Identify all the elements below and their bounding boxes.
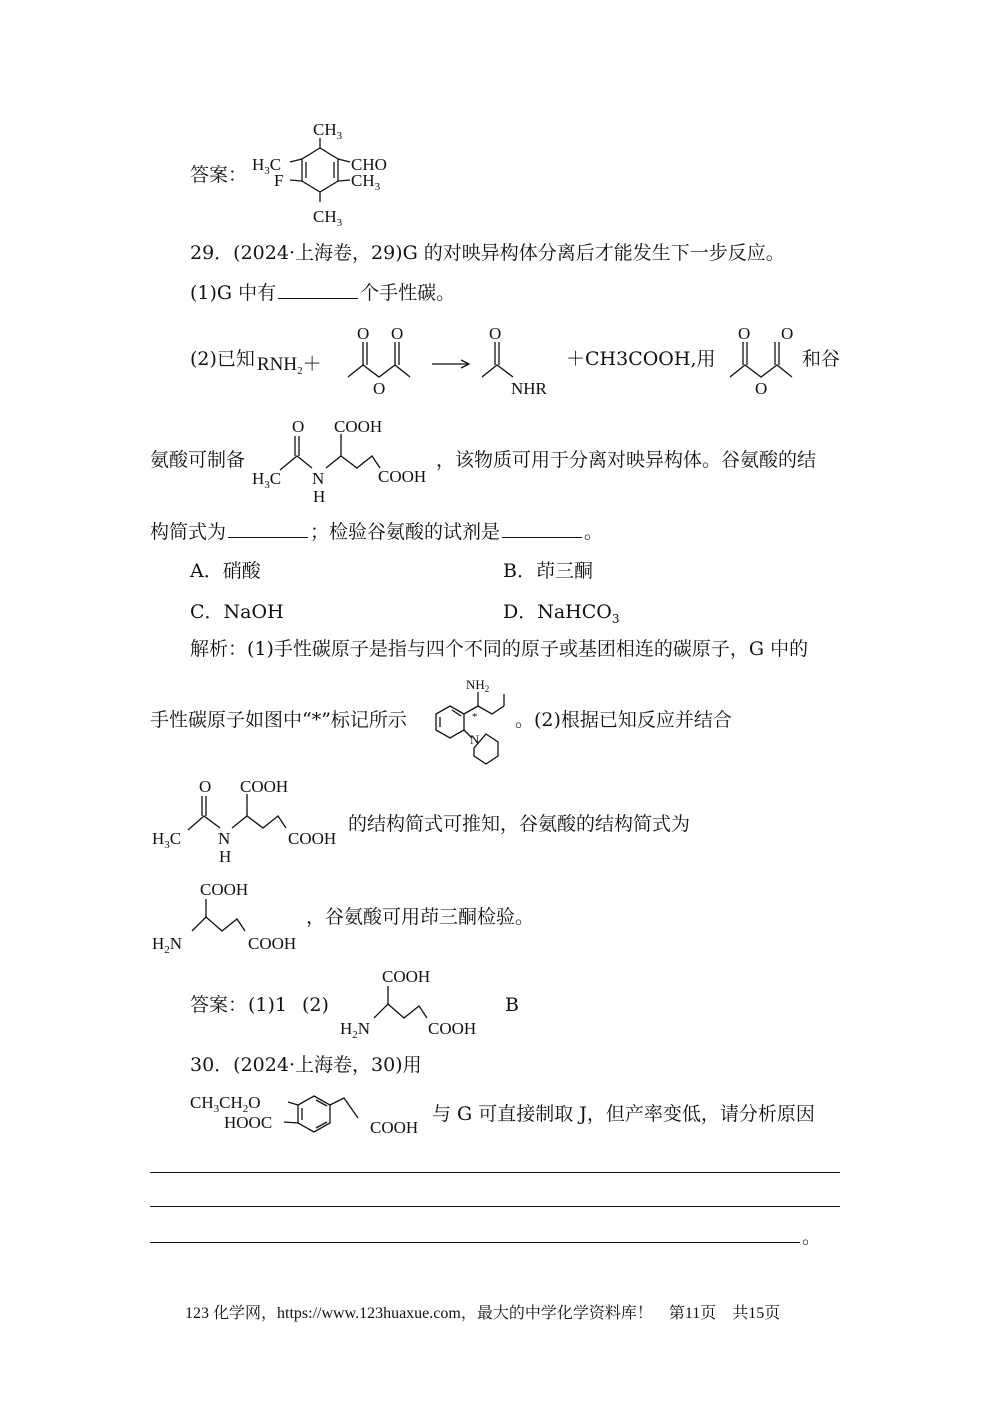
svg-text:F: F <box>274 171 284 190</box>
svg-text:N: N <box>312 469 325 488</box>
svg-text:*: * <box>472 711 478 723</box>
svg-text:H3C: $H_3C$ <box>152 829 182 851</box>
analysis-line4: ，谷氨酸可用茚三酮检验。 <box>306 906 535 928</box>
svg-text:H2N: $H_2N$ <box>152 934 183 956</box>
glutamic-acid-analysis <box>150 875 320 955</box>
svg-text:CH3: $CH_3$ <box>313 207 343 229</box>
q29-part2-pre: (2)已知 <box>190 348 255 370</box>
q28-answer-structure <box>250 118 400 228</box>
svg-text:COOH: COOH <box>378 467 427 486</box>
q30-end-mark: 。 <box>802 1226 822 1248</box>
svg-text:H: H <box>313 487 326 506</box>
svg-text:COOH: COOH <box>248 934 297 953</box>
acetyl-glutamic-acid-analysis <box>150 770 350 870</box>
q29-line2-pre: 氨酸可制备 <box>150 449 246 471</box>
svg-text:CH3: $CH_3$ <box>313 120 343 142</box>
svg-text:O: O <box>738 324 751 343</box>
svg-text:H3C: $H_3C$ <box>252 469 282 491</box>
svg-text:H3C: $H_3C$ <box>252 155 282 177</box>
svg-text:NH2: $NH_2$ <box>466 677 490 694</box>
acetic-anhydride <box>726 320 806 400</box>
svg-text:NHR: NHR <box>511 379 547 398</box>
svg-text:O: O <box>199 777 212 796</box>
svg-text:O: O <box>489 324 502 343</box>
analysis-line3: 的结构简式可推知，谷氨酸的结构简式为 <box>348 813 691 835</box>
q29-answer-choice: B <box>505 994 519 1016</box>
q29-answer-label: 答案： <box>190 994 248 1016</box>
svg-text:O: O <box>781 324 794 343</box>
q30-reagent-structure <box>188 1088 433 1140</box>
option-c: C．NaOH <box>190 601 284 623</box>
svg-text:H: H <box>219 847 232 866</box>
analysis-line1: 解析：(1)手性碳原子是指与四个不同的原子或基团相连的碳原子，G 中的 <box>190 638 809 660</box>
q29-title: 29．(2024·上海卷，29)G 的对映异构体分离后才能发生下一步反应。 <box>190 242 785 264</box>
q29-line2-post: ，该物质可用于分离对映异构体。谷氨酸的结 <box>436 449 817 471</box>
svg-text:COOH: COOH <box>288 829 337 848</box>
q29-byproduct: ＋CH3COOH,用 <box>566 348 716 370</box>
svg-text:COOH: COOH <box>382 967 431 986</box>
q29-part1-post: 个手性碳。 <box>360 282 456 304</box>
svg-text:CH3: $CH_3$ <box>351 171 381 193</box>
page-footer: 123 化学网，https://www.123huaxue.com，最大的中学化学资料库！ 第11页 共15页 <box>185 1305 781 1322</box>
q29-part1-pre: (1)G 中有 <box>190 282 277 304</box>
q29-reagent-blank[interactable] <box>502 523 582 538</box>
q29-and-gu: 和谷 <box>802 348 841 370</box>
svg-text:COOH: COOH <box>240 777 289 796</box>
q29-answer-1: (1)1 <box>248 994 288 1016</box>
svg-text:COOH: COOH <box>428 1019 477 1038</box>
option-a: A．硝酸 <box>190 560 261 582</box>
svg-text:COOH: COOH <box>200 880 249 899</box>
svg-text:O: O <box>755 379 768 398</box>
q30-text: 与 G 可直接制取 J，但产率变低，请分析原因 <box>432 1103 815 1125</box>
q29-part1 <box>190 284 455 303</box>
q29-part1-blank[interactable] <box>278 284 358 299</box>
svg-text:COOH: COOH <box>370 1118 419 1137</box>
q30-title: 30．(2024·上海卷，30)用 <box>190 1054 422 1076</box>
svg-text:O: O <box>391 324 404 343</box>
q29-line3-post: 。 <box>584 521 604 543</box>
analysis-line2-pre: 手性碳原子如图中“*”标记所示 <box>150 709 407 731</box>
glutamic-acid-answer <box>338 962 498 1042</box>
svg-text:O: O <box>292 417 305 436</box>
q29-answer-2: (2) <box>302 994 329 1016</box>
svg-text:RNH2＋: $RNH_2+$ <box>257 354 322 377</box>
svg-text:H2N: $H_2N$ <box>340 1019 371 1041</box>
acetyl-glutamic-acid-structure <box>250 412 440 508</box>
analysis-line2-post: 。(2)根据已知反应并结合 <box>515 709 732 731</box>
answer-line-1[interactable] <box>150 1172 840 1173</box>
svg-text:N: N <box>218 829 231 848</box>
answer-line-2[interactable] <box>150 1206 840 1207</box>
q29-line3-mid: ；检验谷氨酸的试剂是 <box>310 521 501 543</box>
q29-line3 <box>150 523 603 542</box>
svg-text:O: O <box>373 379 386 398</box>
svg-text:O: O <box>357 324 370 343</box>
svg-text:HOOC: HOOC <box>224 1113 273 1132</box>
svg-text:CH3CH2O: $CH_3CH_2O$ <box>190 1093 261 1115</box>
svg-text:CHO: CHO <box>351 155 387 174</box>
answer-label: 答案： <box>190 164 248 186</box>
svg-text:COOH: COOH <box>334 417 383 436</box>
q29-structure-blank[interactable] <box>228 523 308 538</box>
g-structure <box>428 672 528 772</box>
option-b: B．茚三酮 <box>503 560 593 582</box>
option-d: D．NaHCO$_3$ <box>503 601 620 626</box>
q29-line3-pre: 构简式为 <box>150 521 227 543</box>
svg-text:N: N <box>470 732 480 747</box>
answer-line-3[interactable] <box>150 1242 800 1243</box>
